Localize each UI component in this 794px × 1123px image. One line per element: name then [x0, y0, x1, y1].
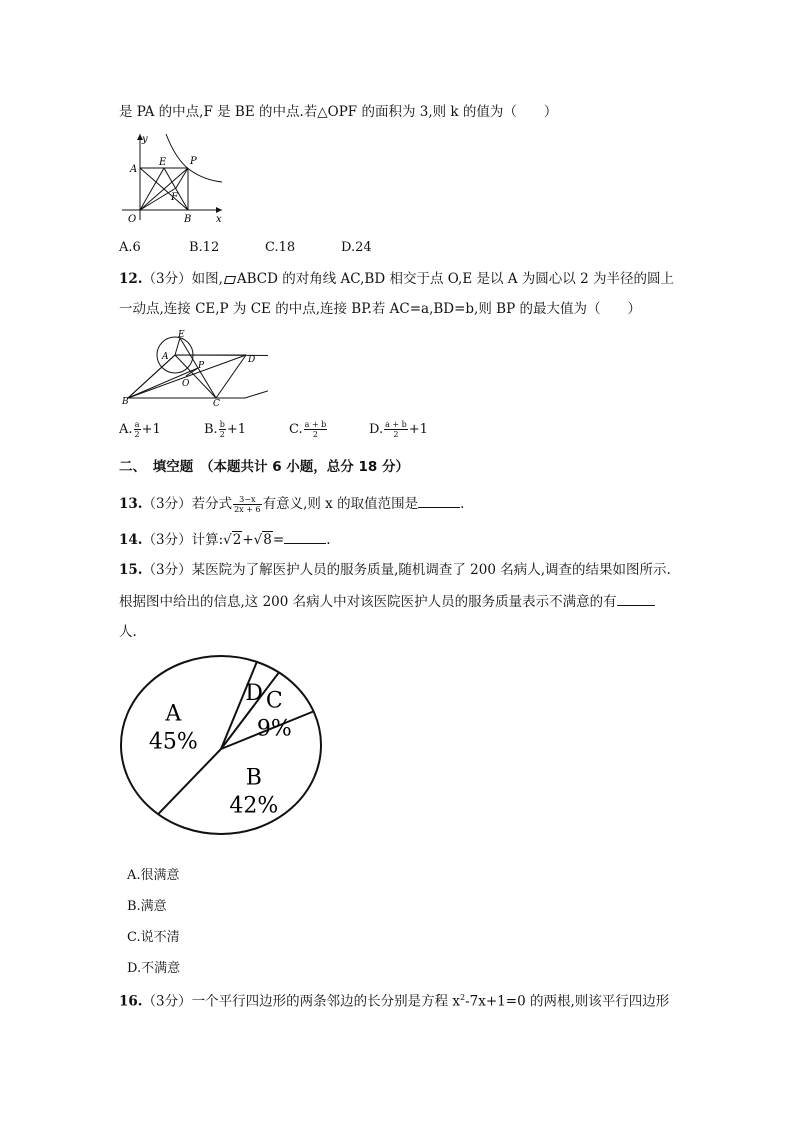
q12-option-c-num: a + b — [304, 420, 327, 429]
q16-superscript: 2 — [460, 993, 466, 1002]
q12-option-d-suffix: +1 — [408, 422, 428, 437]
q16-pre: 一个平行四边形的两条邻边的长分别是方程 x — [191, 993, 460, 1010]
q11-label-O: O — [128, 214, 137, 222]
q13-frac-den: 2x + 6 — [234, 505, 261, 514]
q11-option-b[interactable]: B.12 — [189, 240, 220, 255]
q12-option-d-prefix: D. — [369, 422, 384, 437]
q12-option-c-prefix: C. — [289, 422, 303, 437]
pie-chart — [118, 652, 328, 837]
q12-option-a-frac — [134, 420, 141, 439]
q12-number: 12. — [119, 271, 143, 287]
q14-answer-blank[interactable] — [284, 530, 326, 544]
q12-option-a-num: a — [134, 420, 140, 429]
q11-option-d[interactable]: D.24 — [341, 240, 372, 255]
q15-line1 — [119, 561, 671, 579]
q15-line3: 人. — [119, 624, 137, 640]
q14-radicand-1: 2 — [232, 532, 242, 548]
q11-label-y: y — [142, 134, 148, 145]
q14-radicand-2: 8 — [263, 532, 272, 548]
q12-score: （3分） — [142, 271, 192, 287]
q14-sqrt-1: √2 — [223, 532, 242, 548]
pie-percent-B: 42% — [229, 793, 279, 819]
q12-option-b-frac — [219, 420, 226, 439]
q11-option-c[interactable]: C.18 — [265, 240, 296, 255]
q11-label-P: P — [190, 156, 197, 167]
q12-option-a[interactable] — [119, 420, 161, 439]
q12-option-b[interactable] — [204, 420, 246, 439]
q12-label-E: E — [178, 330, 185, 340]
section-2-title: 二、 填空题 （本题共计 6 小题，总分 18 分） — [119, 459, 409, 475]
q14-plus: + — [242, 532, 254, 548]
q12-option-d[interactable] — [369, 420, 428, 439]
q12-line1 — [119, 270, 674, 288]
pie-label-D: D — [245, 681, 263, 707]
q11-label-E: E — [159, 157, 167, 168]
q11-label-B: B — [184, 214, 192, 222]
q14-sqrt-2: √8 — [253, 532, 272, 548]
q13-fraction — [233, 495, 261, 514]
pie-percent-A: 45% — [148, 729, 198, 755]
q12-option-b-num: b — [219, 420, 225, 429]
q14-line — [119, 530, 330, 549]
q13-post: 有意义,则 x 的取值范围是 — [262, 496, 419, 512]
q14-end: . — [326, 532, 331, 548]
q15-text-2: 根据图中给出的信息,这 200 名病人中对该医院医护人员的服务质量表示不满意的有 — [119, 594, 617, 610]
q14-number: 14. — [119, 532, 143, 548]
q15-answer-blank[interactable] — [617, 592, 655, 606]
q16-post: -7x+1=0 的两根,则该平行四边形 — [465, 993, 670, 1010]
q13-score: （3分） — [142, 496, 192, 512]
q15-number: 15. — [119, 562, 143, 578]
parallelogram-icon — [224, 276, 236, 284]
q12-label-B: B — [122, 397, 129, 406]
q15-text-1: 某医院为了解医护人员的服务质量,随机调查了 200 名病人,调查的结果如图所示. — [191, 562, 671, 578]
q14-score: （3分） — [142, 532, 192, 548]
q12-text-1: 如图, — [191, 271, 223, 287]
q12-option-c[interactable] — [289, 420, 328, 439]
q13-end: . — [460, 496, 465, 512]
q11-option-a[interactable]: A.6 — [119, 240, 141, 255]
q12-label-A: A — [162, 352, 169, 362]
q15-line2 — [119, 592, 655, 611]
q13-pre: 若分式 — [191, 496, 233, 512]
q11-text: 是 PA 的中点,F 是 BE 的中点.若△OPF 的面积为 3,则 k 的值为（ ） — [119, 104, 558, 120]
pie-label-B: B — [245, 765, 262, 791]
q12-option-a-prefix: A. — [119, 422, 133, 437]
q12-label-D: D — [248, 355, 256, 365]
q12-line2: 一动点,连接 CE,P 为 CE 的中点,连接 BP.若 AC=a,BD=b,则 BP 的最大值为（ ） — [119, 301, 641, 317]
q12-figure — [118, 328, 268, 406]
q12-label-C: C — [213, 399, 220, 406]
q12-label-P: P — [198, 361, 205, 371]
q16-line — [119, 989, 669, 1011]
q15-option-c[interactable]: C.说不清 — [127, 930, 180, 945]
q16-score: （3分） — [142, 993, 192, 1010]
pie-label-C: C — [265, 688, 283, 714]
q12-option-a-suffix: +1 — [141, 422, 161, 437]
q14-eq: = — [272, 532, 285, 548]
q13-number: 13. — [119, 496, 143, 512]
q12-label-O: O — [182, 379, 190, 389]
q11-label-A: A — [130, 164, 138, 175]
q12-option-a-den: 2 — [134, 430, 140, 439]
q13-frac-num: 3−x — [233, 495, 261, 505]
pie-percent-C: 9% — [256, 716, 292, 742]
q12-option-b-den: 2 — [219, 430, 225, 439]
q14-pre: 计算: — [191, 532, 224, 548]
q16-number: 16. — [119, 993, 143, 1010]
q15-option-a[interactable]: A.很满意 — [127, 868, 180, 883]
q12-option-b-prefix: B. — [204, 422, 218, 437]
pie-label-A: A — [165, 701, 182, 727]
q13-answer-blank[interactable] — [418, 494, 460, 508]
q11-figure — [118, 132, 228, 222]
q15-option-d[interactable]: D.不满意 — [127, 961, 181, 976]
q11-label-F: F — [171, 192, 178, 203]
q12-option-d-den: 2 — [393, 430, 399, 439]
q12-option-d-num: a + b — [385, 420, 407, 429]
q12-option-c-frac — [304, 420, 328, 439]
q12-option-b-suffix: +1 — [226, 422, 246, 437]
q12-option-d-frac — [384, 420, 408, 439]
q15-option-b[interactable]: B.满意 — [127, 899, 167, 914]
q13-line — [119, 494, 464, 514]
q11-label-x: x — [216, 214, 222, 222]
q15-score: （3分） — [142, 562, 192, 578]
q12-option-c-den: 2 — [312, 430, 319, 439]
q12-text-1b: ABCD 的对角线 AC,BD 相交于点 O,E 是以 A 为圆心以 2 为半径的圆上 — [236, 271, 674, 287]
